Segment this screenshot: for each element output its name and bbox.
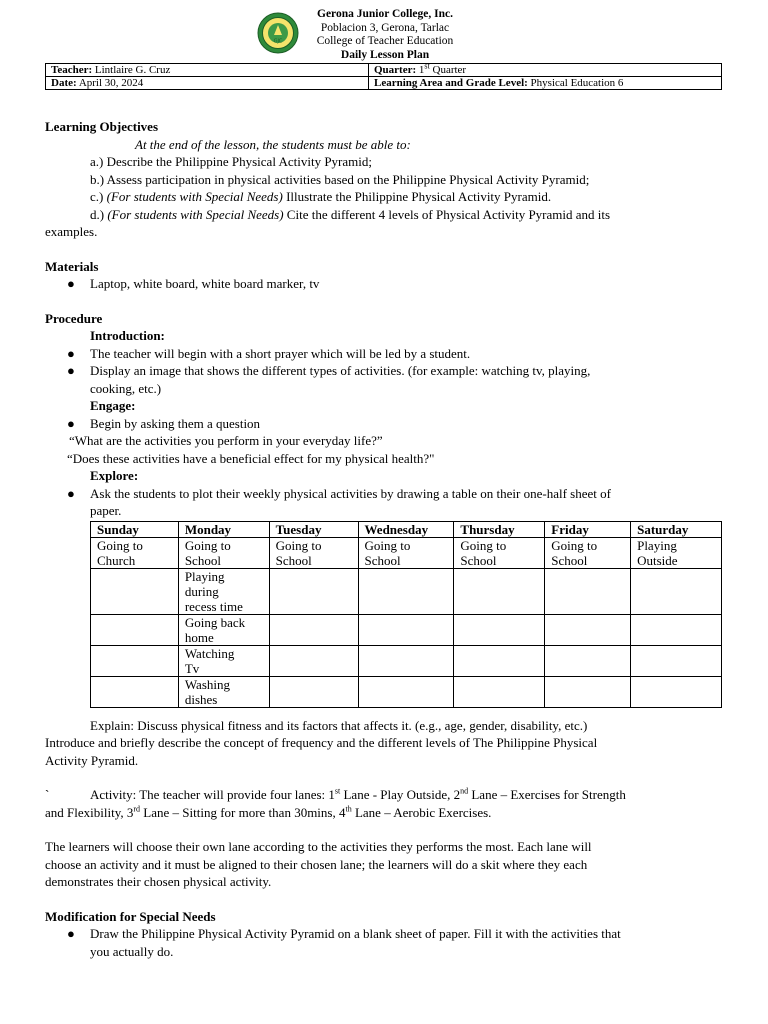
college-name: College of Teacher Education <box>316 35 454 47</box>
modification-item <box>45 925 725 960</box>
date-label: Date: <box>51 77 77 89</box>
school-name: Gerona Junior College, Inc. <box>317 8 453 20</box>
objective-c-note: (For students with Special Needs) <box>106 189 283 204</box>
area-label: Learning Area and Grade Level: <box>374 77 528 89</box>
info-row <box>46 64 722 77</box>
school-address: Poblacion 3, Gerona, Tarlac <box>320 21 450 34</box>
quarter-word: Quarter <box>432 64 467 76</box>
table-cell <box>545 568 631 614</box>
table-cell <box>545 676 631 707</box>
activity-text: Activity: The teacher will provide four lanes: 1 <box>90 787 335 802</box>
engage-step-text: Begin by asking them a question <box>90 415 261 431</box>
document-title: Daily Lesson Plan <box>340 48 430 61</box>
table-cell <box>454 676 545 707</box>
introduction-step-text-cont: cooking, etc.) <box>90 380 162 396</box>
activity-line <box>45 804 725 822</box>
table-cell <box>91 537 179 568</box>
objectives-heading: Learning Objectives <box>45 119 159 134</box>
cell-line: home <box>184 629 214 645</box>
objective-d-continued: examples. <box>45 224 98 239</box>
engage-step <box>45 415 725 433</box>
learners-line: demonstrates their chosen physical activity. <box>45 874 272 889</box>
info-row <box>46 77 722 90</box>
modification-text: Draw the Philippine Physical Activity Pyramid on a blank sheet of paper. Fill it with the activities that <box>90 926 621 941</box>
cell-line: School <box>364 552 401 568</box>
document-header <box>0 8 768 64</box>
quarter-cell <box>369 61 722 77</box>
date-cell <box>46 77 369 90</box>
table-cell <box>545 614 631 645</box>
cell-line: School <box>184 552 221 568</box>
objective-d-prefix: d.) <box>90 206 105 222</box>
bullet-icon: ● <box>67 363 75 378</box>
procedure-heading: Procedure <box>45 310 103 326</box>
cell-line: School <box>275 552 312 568</box>
cell-line: Going to <box>275 537 322 553</box>
explore-step-text-cont: paper. <box>90 503 122 518</box>
bullet-icon: ● <box>67 345 75 361</box>
cell-line: School <box>551 552 588 568</box>
table-row <box>91 537 722 568</box>
teacher-name: Lintlaire G. Cruz <box>94 64 171 76</box>
table-cell <box>269 568 358 614</box>
activity-text: Lane – Aerobic Exercises. <box>351 804 492 820</box>
cell-line: Playing <box>637 537 677 553</box>
table-cell <box>178 568 269 614</box>
table-cell <box>269 614 358 645</box>
cell-line: Going to <box>460 537 507 553</box>
table-cell <box>454 614 545 645</box>
table-cell <box>454 645 545 676</box>
bullet-icon: ● <box>67 276 75 291</box>
explain-line: Introduce and briefly describe the concept of frequency and the different levels of The Philippine Physical <box>45 735 598 750</box>
table-cell <box>178 676 269 707</box>
engage-heading: Engage: <box>90 398 136 413</box>
cell-line: Going to <box>184 537 231 553</box>
date-value: April 30, 2024 <box>78 77 144 89</box>
objective-c-text: Illustrate the Philippine Physical Activity Pyramid. <box>286 189 552 204</box>
table-cell <box>358 645 454 676</box>
objective-d-note: (For students with Special Needs) <box>107 206 284 222</box>
cell-line: Going to <box>97 537 143 553</box>
objective-d <box>45 206 725 224</box>
day-header: Tuesday <box>269 521 358 537</box>
teacher-label: Teacher: <box>51 64 93 76</box>
cell-line: School <box>460 552 497 568</box>
weekly-activity-table <box>90 521 722 708</box>
bullet-icon: ● <box>67 926 75 941</box>
activity-text: and Flexibility, 3 <box>45 804 134 820</box>
activity-text: Lane – Exercises for Strength <box>468 787 626 802</box>
modification-heading: Modification for Special Needs <box>45 908 216 924</box>
table-cell <box>91 645 179 676</box>
table-cell <box>545 645 631 676</box>
materials-item <box>45 275 725 293</box>
ordinal-suffix: st <box>334 786 341 796</box>
cell-line: during <box>184 583 219 599</box>
cell-line: Church <box>97 552 136 568</box>
cell-line: Washing <box>184 676 230 692</box>
lesson-body <box>45 118 725 960</box>
day-header: Monday <box>178 521 269 537</box>
table-cell <box>91 614 179 645</box>
table-cell <box>91 568 179 614</box>
table-cell <box>358 676 454 707</box>
objective-a: a.) Describe the Philippine Physical Activity Pyramid; <box>90 154 372 169</box>
lesson-info-table <box>45 63 722 90</box>
table-cell <box>178 537 269 568</box>
table-cell <box>269 645 358 676</box>
objective-c-prefix: c.) <box>90 189 104 204</box>
table-row <box>91 568 722 614</box>
table-header-row <box>91 521 722 537</box>
bullet-icon: ● <box>67 485 75 501</box>
introduction-step <box>45 345 725 363</box>
table-cell <box>358 568 454 614</box>
table-cell <box>631 568 722 614</box>
area-cell <box>369 77 722 90</box>
question-one: “What are the activities you perform in your everyday life?” <box>69 433 383 448</box>
cell-line: Going to <box>364 537 411 553</box>
cell-line: Playing <box>184 568 225 584</box>
ordinal-suffix: rd <box>133 804 141 814</box>
area-value: Physical Education 6 <box>530 77 624 89</box>
objectives-intro: At the end of the lesson, the students must be able to: <box>135 136 411 152</box>
learners-line: The learners will choose their own lane according to the activities they performs the most. Each lane will <box>45 839 592 854</box>
day-header: Wednesday <box>358 521 454 537</box>
table-cell <box>178 645 269 676</box>
cell-line: recess time <box>184 598 243 614</box>
explain-line: Explain: Discuss physical fitness and its factors that affects it. (e.g., age, gender, disability, etc.) <box>90 717 588 733</box>
explain-line: Activity Pyramid. <box>45 752 139 768</box>
materials-text: Laptop, white board, white board marker, tv <box>90 276 320 291</box>
table-cell <box>178 614 269 645</box>
table-cell <box>358 537 454 568</box>
table-cell <box>269 537 358 568</box>
teacher-cell <box>46 64 369 77</box>
table-cell <box>631 645 722 676</box>
day-header: Saturday <box>631 521 722 537</box>
table-row <box>91 676 722 707</box>
table-row <box>91 614 722 645</box>
quarter-number: 1 <box>418 64 425 76</box>
seal-lettering: GJC <box>273 38 283 45</box>
bullet-icon: ● <box>67 415 75 431</box>
activity-mark: ` <box>45 787 50 802</box>
introduction-heading: Introduction: <box>90 328 165 343</box>
explore-step-text: Ask the students to plot their weekly physical activities by drawing a table on their one-half sheet of <box>90 485 611 501</box>
cell-line: Watching <box>184 645 235 661</box>
college-seal-logo <box>257 12 299 54</box>
table-cell <box>545 537 631 568</box>
day-header: Friday <box>545 521 631 537</box>
table-cell <box>91 676 179 707</box>
cell-line: Going back <box>184 614 246 630</box>
table-cell <box>269 676 358 707</box>
explore-step <box>45 485 725 520</box>
table-cell <box>631 614 722 645</box>
objective-b: b.) Assess participation in physical activities based on the Philippine Physical Activity Pyramid; <box>90 171 590 187</box>
explore-heading: Explore: <box>90 468 139 483</box>
ordinal-suffix: th <box>345 804 352 814</box>
cell-line: Tv <box>184 660 200 676</box>
quarter-suffix: st <box>424 61 430 71</box>
table-cell <box>631 537 722 568</box>
day-header: Sunday <box>91 521 179 537</box>
modification-text-cont: you actually do. <box>90 943 174 959</box>
table-row <box>91 645 722 676</box>
objective-c <box>45 188 725 206</box>
activity-line <box>45 786 725 804</box>
introduction-step <box>45 362 725 397</box>
table-cell <box>358 614 454 645</box>
learners-line: choose an activity and it must be aligned to their chosen lane; the learners will do a skit where they each <box>45 856 588 872</box>
activity-text: Lane - Play Outside, 2 <box>340 787 461 802</box>
activity-text: Lane – Sitting for more than 30mins, 4 <box>140 804 346 820</box>
table-cell <box>454 537 545 568</box>
table-cell <box>454 568 545 614</box>
cell-line: Going to <box>551 537 598 553</box>
question-two: “Does these activities have a beneficial effect for my physical health?" <box>67 450 435 466</box>
quarter-label: Quarter: <box>374 64 417 76</box>
cell-line: dishes <box>184 691 218 707</box>
objective-d-text: Cite the different 4 levels of Physical Activity Pyramid and its <box>286 206 611 222</box>
introduction-step-text: The teacher will begin with a short prayer which will be led by a student. <box>90 345 471 361</box>
cell-line: Outside <box>637 552 678 568</box>
ordinal-suffix: nd <box>460 786 469 796</box>
materials-heading: Materials <box>45 258 99 274</box>
day-header: Thursday <box>454 521 545 537</box>
introduction-step-text: Display an image that shows the different types of activities. (for example: watching tv, playing, <box>90 363 591 378</box>
table-cell <box>631 676 722 707</box>
